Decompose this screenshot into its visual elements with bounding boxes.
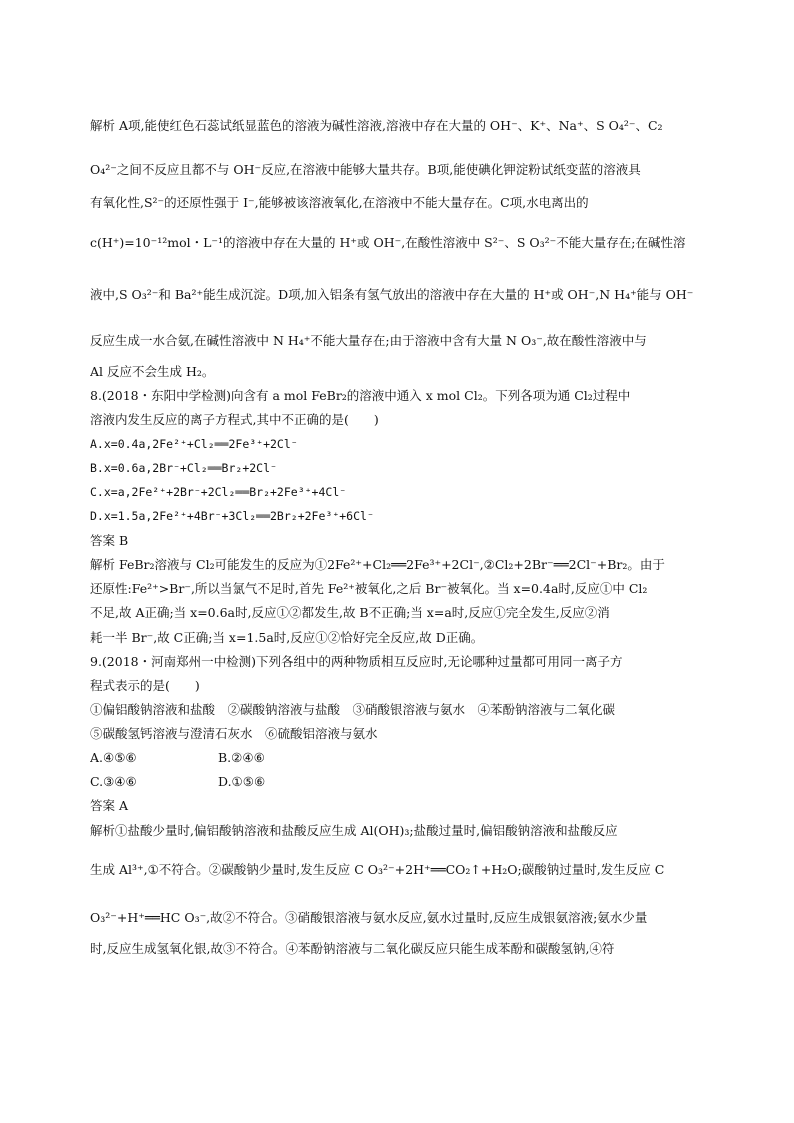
question-8-option-d: D.x=1.5a,2Fe²⁺+4Br⁻+3Cl₂══2Br₂+2Fe³⁺+6Cl⁻ xyxy=(90,509,374,523)
analysis-8-line-3: 不足,故 A正确;当 x=0.6a时,反应①②都发生,故 B不正确;当 x=a时,反应①完全发生,反应②消 xyxy=(90,605,610,620)
question-9-options-row-2 xyxy=(90,774,710,790)
analysis-9-line-3: O₃²⁻+H⁺══HC O₃⁻,故②不符合。③硝酸银溶液与氨水反应,氨水过量时,反应生成银氨溶液;氨水少量 xyxy=(90,910,648,925)
question-9-option-b: B.②④⑥ xyxy=(218,750,265,765)
question-8-option-b: B.x=0.6a,2Br⁻+Cl₂══Br₂+2Cl⁻ xyxy=(90,461,277,475)
analysis-9-line-4: 时,反应生成氢氧化银,故③不符合。④苯酚钠溶液与二氧化碳反应只能生成苯酚和碳酸氢钠,④符 xyxy=(90,941,615,956)
analysis-7-line-6: 反应生成一水合氨,在碱性溶液中 N H₄⁺不能大量存在;由于溶液中含有大量 N O₃⁻,故在酸性溶液中与 xyxy=(90,333,647,348)
question-9-option-c: C.③④⑥ xyxy=(90,774,137,789)
question-9-options-row-1 xyxy=(90,750,710,766)
analysis-9-line-2: 生成 Al³⁺,①不符合。②碳酸钠少量时,发生反应 C O₃²⁻+2H⁺══CO₂↑+H₂O;碳酸钠过量时,发生反应 C xyxy=(90,862,665,877)
analysis-9-line-1: 解析①盐酸少量时,偏铝酸钠溶液和盐酸反应生成 Al(OH)₃;盐酸过量时,偏铝酸钠溶液和盐酸反应 xyxy=(90,823,618,838)
analysis-7-line-2: O₄²⁻之间不反应且都不与 OH⁻反应,在溶液中能够大量共存。B项,能使碘化钾淀粉试纸变蓝的溶液具 xyxy=(90,162,641,177)
analysis-7-line-3: 有氧化性,S²⁻的还原性强于 I⁻,能够被该溶液氧化,在溶液中不能大量存在。C项,水电离出的 xyxy=(90,195,589,210)
question-8-option-c: C.x=a,2Fe²⁺+2Br⁻+2Cl₂══Br₂+2Fe³⁺+4Cl⁻ xyxy=(90,485,347,499)
question-9-items-2: ⑤碳酸氢钙溶液与澄清石灰水 ⑥硫酸铝溶液与氨水 xyxy=(90,726,378,741)
answer-9: 答案 A xyxy=(90,798,129,813)
answer-8: 答案 B xyxy=(90,533,129,548)
analysis-8-line-4: 耗一半 Br⁻,故 C正确;当 x=1.5a时,反应①②恰好完全反应,故 D正确。 xyxy=(90,630,484,645)
question-9-stem-2: 程式表示的是( ) xyxy=(90,678,200,693)
question-9-items-1: ①偏铝酸钠溶液和盐酸 ②碳酸钠溶液与盐酸 ③硝酸银溶液与氨水 ④苯酚钠溶液与二氧化碳 xyxy=(90,702,616,717)
question-8-stem-1: 8.(2018・东阳中学检测)向含有 a mol FeBr₂的溶液中通入 x mol Cl₂。下列各项为通 Cl₂过程中 xyxy=(90,388,631,403)
analysis-7-line-7: Al 反应不会生成 H₂。 xyxy=(90,364,215,379)
question-9-option-d: D.①⑤⑥ xyxy=(218,774,266,789)
question-8-stem-2: 溶液内发生反应的离子方程式,其中不正确的是( ) xyxy=(90,412,379,427)
analysis-8-line-2: 还原性:Fe²⁺>Br⁻,所以当氯气不足时,首先 Fe²⁺被氧化,之后 Br⁻被氧化。当 x=0.4a时,反应①中 Cl₂ xyxy=(90,581,648,596)
analysis-7-line-4: c(H⁺)=10⁻¹²mol・L⁻¹的溶液中存在大量的 H⁺或 OH⁻,在酸性溶液中 S²⁻、S O₃²⁻不能大量存在;在碱性溶 xyxy=(90,235,686,250)
question-8-option-a: A.x=0.4a,2Fe²⁺+Cl₂══2Fe³⁺+2Cl⁻ xyxy=(90,437,298,451)
analysis-7-line-1: 解析 A项,能使红色石蕊试纸显蓝色的溶液为碱性溶液,溶液中存在大量的 OH⁻、K⁺、Na⁺、S O₄²⁻、C₂ xyxy=(90,118,663,133)
analysis-8-line-1: 解析 FeBr₂溶液与 Cl₂可能发生的反应为①2Fe²⁺+Cl₂══2Fe³⁺+2Cl⁻,②Cl₂+2Br⁻══2Cl⁻+Br₂。由于 xyxy=(90,557,665,572)
question-9-option-a: A.④⑤⑥ xyxy=(90,750,137,765)
analysis-7-line-5: 液中,S O₃²⁻和 Ba²⁺能生成沉淀。D项,加入铝条有氢气放出的溶液中存在大量的 H⁺或 OH⁻,N H₄⁺能与 OH⁻ xyxy=(90,287,694,302)
question-9-stem-1: 9.(2018・河南郑州一中检测)下列各组中的两种物质相互反应时,无论哪种过量都可用同一离子方 xyxy=(90,654,623,669)
